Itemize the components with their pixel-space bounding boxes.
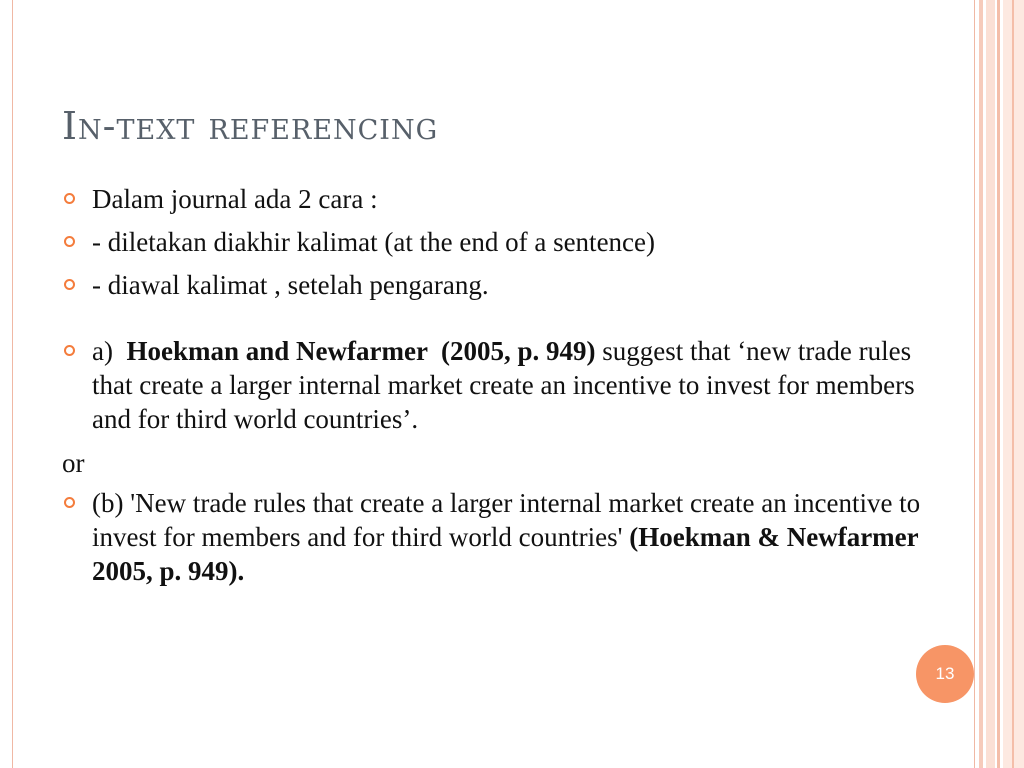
example-a-text: suggest that ‘new trade rules that create a larger internal market create an incentive to invest for members and for third world countries’. — [92, 336, 915, 434]
decor-stripe — [986, 0, 995, 768]
example-b — [62, 486, 922, 588]
decor-stripe — [979, 0, 983, 768]
bullet-circle-icon — [64, 279, 75, 290]
bullet-text: - diletakan diakhir kalimat (at the end of a sentence) — [92, 227, 656, 257]
bullet-circle-icon — [64, 193, 75, 204]
slide-body — [62, 182, 922, 597]
connector-text: or — [62, 448, 85, 478]
bullet-circle-icon — [64, 236, 75, 247]
slide-title: In-text referencing — [62, 104, 439, 148]
slide-number: 13 — [935, 664, 955, 683]
bullet-item — [62, 225, 922, 259]
example-a — [62, 334, 922, 436]
bullet-item — [62, 268, 922, 302]
example-a-prefix: a) — [92, 336, 127, 366]
bullet-circle-icon — [64, 345, 75, 356]
example-b-citation: (Hoekman & Newfarmer 2005, p. 949). — [92, 522, 919, 586]
decor-stripe — [1012, 0, 1014, 768]
bullet-text: - diawal kalimat , setelah pengarang. — [92, 270, 489, 300]
bullet-circle-icon — [64, 497, 75, 508]
bullet-text: Dalam journal ada 2 cara : — [92, 184, 378, 214]
example-b-text: (b) 'New trade rules that create a larger internal market create an incentive to invest for members and for third world countries' — [92, 488, 921, 552]
decor-stripe — [997, 0, 1000, 768]
example-a-citation: Hoekman and Newfarmer (2005, p. 949) — [126, 336, 596, 366]
bullet-item — [62, 182, 922, 216]
slide-number-badge — [916, 645, 974, 703]
